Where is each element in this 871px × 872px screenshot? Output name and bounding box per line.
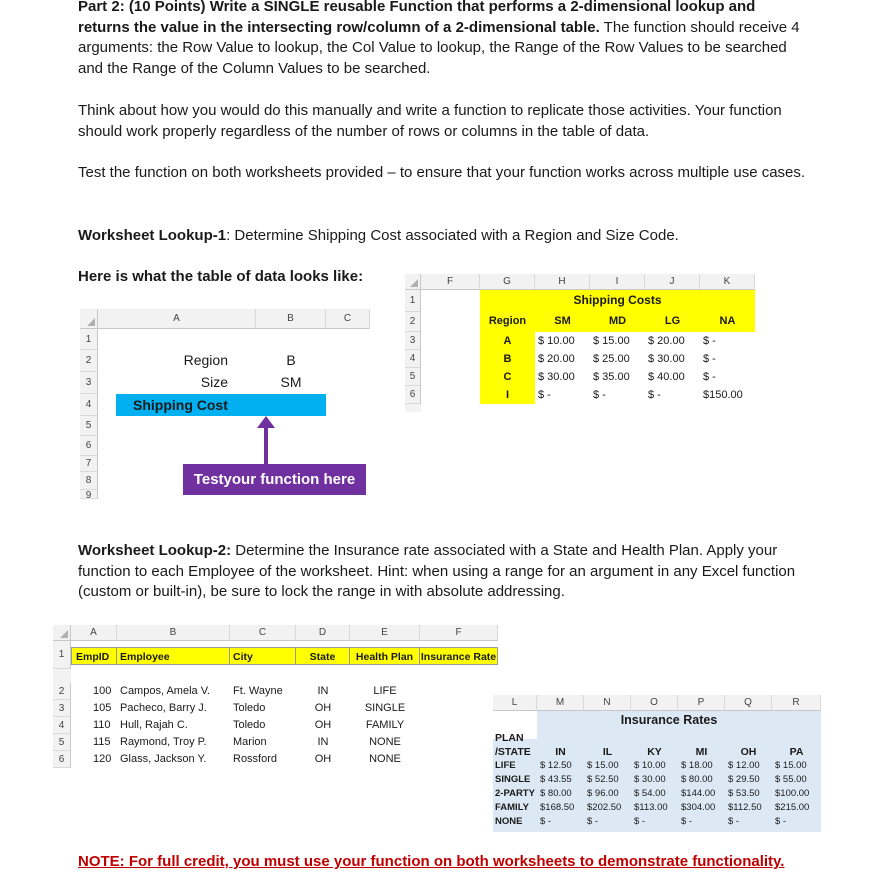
hdr-region: Region — [488, 315, 527, 327]
row-header: 1 — [53, 641, 71, 669]
emp-state: OH — [314, 753, 332, 765]
col-header-f: F — [421, 274, 480, 290]
shipping-title: Shipping Costs — [573, 293, 662, 307]
plan-name: 2-PARTY — [495, 788, 535, 799]
row-header: 6 — [405, 386, 421, 404]
cost-cell: $ 20.00 — [648, 335, 685, 347]
row-header: 5 — [405, 368, 421, 386]
hdr-lg: LG — [664, 315, 681, 327]
plan-name: NONE — [495, 816, 523, 827]
cost-cell: $ 40.00 — [648, 371, 685, 383]
shipping-cost-result[interactable] — [256, 394, 326, 416]
emp-id: 100 — [93, 685, 112, 697]
row-header: 2 — [80, 350, 98, 372]
row-header-cut — [405, 404, 421, 412]
rate-cell: $168.50 — [540, 802, 575, 813]
lookup1-heading — [78, 226, 808, 247]
row-header: 5 — [53, 734, 71, 751]
region-code: A — [503, 335, 512, 347]
row-header: 9 — [80, 490, 98, 499]
state-header: PA — [789, 746, 804, 758]
state-header: MI — [695, 746, 708, 758]
region-code: B — [503, 353, 512, 365]
row-header: 3 — [405, 332, 421, 350]
hdr-na: NA — [719, 315, 736, 327]
emp-state: IN — [317, 685, 329, 697]
lookup2-desc: Determine the Insurance rate associated with a State and Health Plan. Apply your function to each Employee of the worksheet. Hint: when using a range for an argument in any Excel function (custom or built-in), be sure to lock the range in with absolute addressing. — [78, 542, 796, 600]
rate-cell: $ 54.00 — [634, 788, 666, 799]
rate-cell: $ 55.00 — [775, 774, 807, 785]
rate-cell: $ 52.50 — [587, 774, 619, 785]
row-header: 5 — [80, 416, 98, 436]
rate-cell: $ 18.00 — [681, 760, 713, 771]
cost-cell: $ - — [648, 389, 661, 401]
sheet-corner — [80, 309, 98, 329]
state-header: OH — [740, 746, 757, 758]
emp-state: OH — [314, 719, 332, 731]
rate-cell: $ 80.00 — [540, 788, 572, 799]
emp-name: Glass, Jackson Y. — [120, 753, 207, 765]
lookup1-desc: : Determine Shipping Cost associated with a Region and Size Code. — [226, 227, 679, 244]
hdr-empid: EmpID — [71, 647, 117, 665]
emp-id: 120 — [93, 753, 112, 765]
col-header-j: J — [645, 274, 700, 290]
row-header: 4 — [53, 717, 71, 734]
emp-plan: SINGLE — [364, 702, 406, 714]
rate-cell: $202.50 — [587, 802, 622, 813]
emp-city: Ft. Wayne — [233, 685, 283, 697]
cost-cell: $ 30.00 — [648, 353, 685, 365]
state-header: IL — [602, 746, 613, 758]
rate-cell: $ - — [728, 816, 740, 827]
hdr-city: City — [230, 647, 296, 665]
cost-cell: $150.00 — [703, 389, 743, 401]
emp-name: Hull, Rajah C. — [120, 719, 188, 731]
row-header: 1 — [80, 329, 98, 350]
row-header: 2 — [53, 683, 71, 700]
emp-id: 115 — [93, 736, 111, 748]
emp-name: Campos, Amela V. — [120, 685, 211, 697]
part2-lead: Part 2: (10 Points) Write a SINGLE reusable Function that performs a 2-dimensional lookup and returns the value in the intersecting row/column of a 2-dimensional table. — [78, 0, 756, 36]
hdr-sm: SM — [554, 315, 571, 327]
plan-name: FAMILY — [495, 802, 529, 813]
hdr-health-plan: Health Plan — [350, 647, 420, 665]
rate-cell: $144.00 — [681, 788, 716, 799]
emp-city: Rossford — [233, 753, 278, 765]
rate-cell: $100.00 — [775, 788, 810, 799]
row-header: 7 — [80, 456, 98, 472]
col-header-q: Q — [725, 695, 772, 711]
emp-id: 110 — [93, 719, 111, 731]
part2-rest: The function should receive 4 arguments: the Row Value to lookup, the Col Value to lookup, the Range of the Row Values to be searched and the Range of the Column Values to be searched. — [78, 18, 800, 77]
rate-cell: $215.00 — [775, 802, 810, 813]
emp-plan: FAMILY — [365, 719, 405, 731]
sheet-corner — [405, 274, 421, 290]
cost-cell: $ - — [703, 353, 716, 365]
col-header-c: C — [326, 309, 370, 329]
lookup2-title: Worksheet Lookup-2: — [78, 542, 232, 559]
hdr-insurance-rate: Insurance Rate — [420, 647, 498, 665]
rate-cell: $ - — [540, 816, 552, 827]
col-header-a: A — [71, 625, 117, 641]
rate-cell: $ 43.55 — [540, 774, 572, 785]
rate-cell: $304.00 — [681, 802, 716, 813]
emp-city: Toledo — [233, 702, 266, 714]
rate-cell: $ 30.00 — [634, 774, 666, 785]
col-header-h: H — [535, 274, 590, 290]
arrow-shaft — [264, 425, 268, 467]
col-header-l: L — [493, 695, 537, 711]
part2-paragraph — [78, 0, 808, 79]
emp-state: IN — [317, 736, 329, 748]
cost-cell: $ 30.00 — [538, 371, 575, 383]
rate-cell: $ 12.50 — [540, 760, 572, 771]
rates-title: Insurance Rates — [620, 713, 718, 727]
emp-city: Toledo — [233, 719, 266, 731]
sheet-corner — [53, 625, 71, 641]
state-label: /STATE — [495, 746, 531, 758]
col-header-o: O — [631, 695, 678, 711]
emp-state: OH — [314, 702, 332, 714]
rate-cell: $ 53.50 — [728, 788, 760, 799]
size-label: Size — [200, 374, 228, 390]
region-label: Region — [183, 352, 228, 368]
cost-cell: $ - — [703, 371, 716, 383]
emp-id: 105 — [93, 702, 112, 714]
region-code: C — [503, 371, 512, 383]
emp-city: Marion — [233, 736, 267, 748]
region-value[interactable]: B — [286, 352, 296, 368]
plan-name: LIFE — [495, 760, 516, 771]
col-header-r: R — [772, 695, 821, 711]
hdr-state: State — [296, 647, 350, 665]
here-label: Here is what the table of data looks like: — [78, 268, 364, 285]
rate-cell: $ 12.00 — [728, 760, 760, 771]
rate-cell: $ 10.00 — [634, 760, 666, 771]
cost-cell: $ 10.00 — [538, 335, 575, 347]
test-function-callout: Testyour function here — [183, 464, 366, 495]
lookup1-title: Worksheet Lookup-1 — [78, 227, 227, 244]
lookup2-paragraph — [78, 541, 808, 603]
row-header: 2 — [405, 312, 421, 332]
cost-cell: $ 20.00 — [538, 353, 575, 365]
emp-plan: LIFE — [373, 685, 397, 697]
col-header-a: A — [98, 309, 256, 329]
plan-name: SINGLE — [495, 774, 531, 785]
state-header: IN — [555, 746, 566, 758]
row-header: 4 — [80, 394, 98, 416]
test-paragraph: Test the function on both worksheets provided – to ensure that your function works across multiple use cases. — [78, 164, 806, 181]
cost-cell: $ - — [703, 335, 716, 347]
shipping-costs-sheet — [405, 274, 755, 412]
rate-cell: $113.00 — [634, 802, 668, 813]
row-header: 4 — [405, 350, 421, 368]
row-gap — [53, 669, 71, 683]
cost-cell: $ 25.00 — [593, 353, 630, 365]
col-header-e: E — [350, 625, 420, 641]
rate-cell: $ 29.50 — [728, 774, 760, 785]
rate-cell: $ - — [681, 816, 693, 827]
col-header-k: K — [700, 274, 755, 290]
row-header: 6 — [53, 751, 71, 768]
col-header-b: B — [256, 309, 326, 329]
row-header: 6 — [80, 436, 98, 456]
col-header-n: N — [584, 695, 631, 711]
emp-name: Pacheco, Barry J. — [120, 702, 207, 714]
cost-cell: $ 15.00 — [593, 335, 630, 347]
row-header: 8 — [80, 472, 98, 490]
col-header-b: B — [117, 625, 230, 641]
cost-cell: $ - — [538, 389, 551, 401]
plan-label: PLAN — [495, 732, 524, 744]
emp-plan: NONE — [369, 736, 401, 748]
emp-name: Raymond, Troy P. — [120, 736, 207, 748]
emp-plan: NONE — [369, 753, 401, 765]
rate-cell: $ - — [587, 816, 599, 827]
shipping-cost-label: Shipping Cost — [133, 397, 228, 413]
rate-cell: $ - — [775, 816, 787, 827]
cost-cell: $ 35.00 — [593, 371, 630, 383]
row-header: 3 — [53, 700, 71, 717]
region-code: I — [505, 389, 510, 401]
col-header-d: D — [296, 625, 350, 641]
row-header: 3 — [80, 372, 98, 394]
rate-cell: $ 80.00 — [681, 774, 713, 785]
col-header-c: C — [230, 625, 296, 641]
size-value[interactable]: SM — [280, 374, 302, 390]
rate-cell: $ 15.00 — [587, 760, 619, 771]
col-header-g: G — [480, 274, 535, 290]
rate-cell: $ 15.00 — [775, 760, 807, 771]
insurance-rates-sheet — [493, 695, 821, 832]
employee-sheet — [53, 625, 498, 770]
rate-cell: $112.50 — [728, 802, 762, 813]
hdr-md: MD — [608, 315, 627, 327]
state-header: KY — [647, 746, 662, 758]
credit-note: NOTE: For full credit, you must use your function on both worksheets to demonstrate functionality. — [78, 853, 785, 870]
rate-cell: $ - — [634, 816, 646, 827]
rate-cell: $ 96.00 — [587, 788, 619, 799]
row-header: 1 — [405, 290, 421, 312]
cost-cell: $ - — [593, 389, 606, 401]
hdr-employee: Employee — [117, 647, 230, 665]
col-header-m: M — [537, 695, 584, 711]
col-header-i: I — [590, 274, 645, 290]
col-header-p: P — [678, 695, 725, 711]
think-paragraph: Think about how you would do this manually and write a function to replicate those activities. Your function should work properly regardless of the number of rows or columns in the table of data. — [78, 102, 782, 140]
col-header-f: F — [420, 625, 498, 641]
